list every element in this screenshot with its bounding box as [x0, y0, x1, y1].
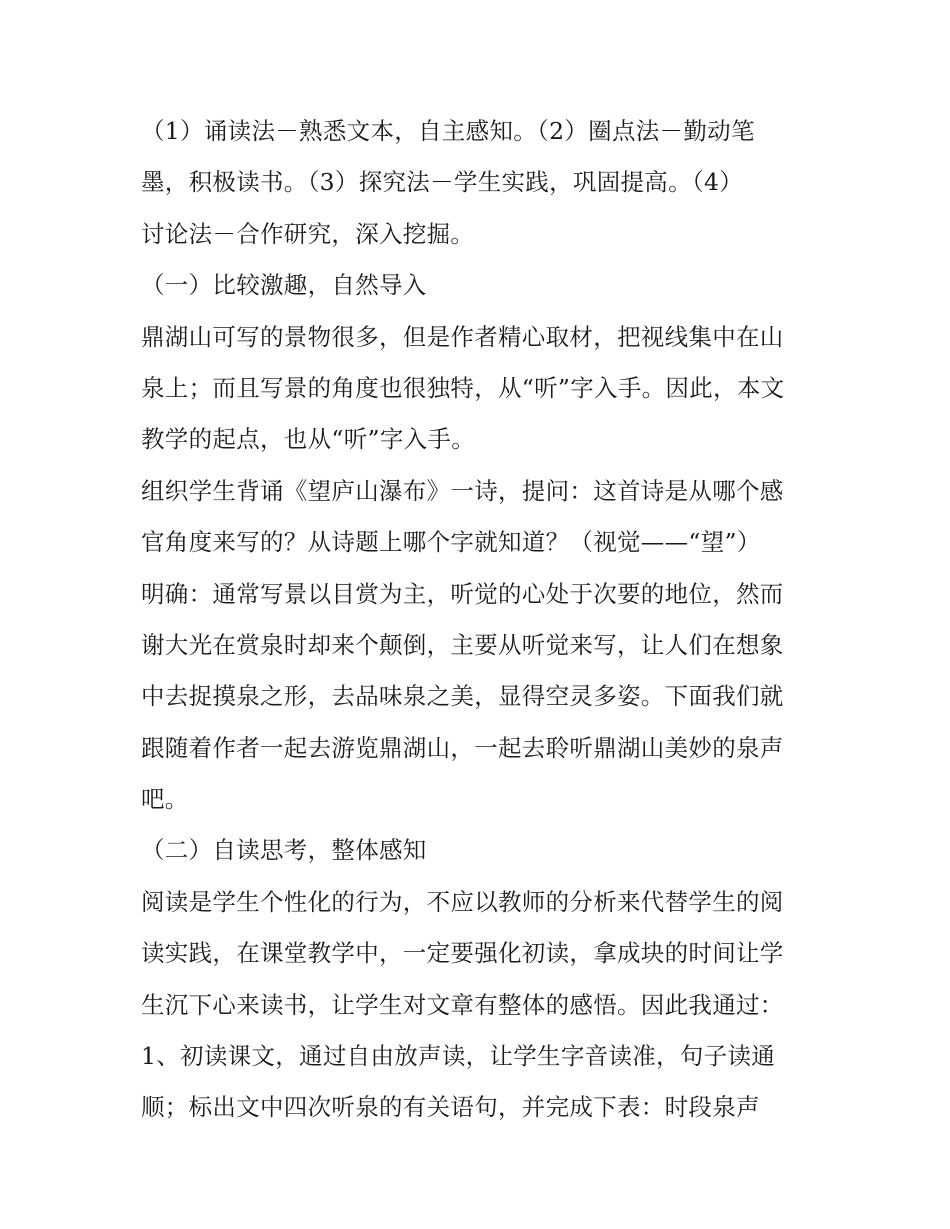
text-line-2: 墨，积极读书。（3）探究法－学生实践，巩固提高。（4）	[141, 168, 744, 197]
text-line-11: 谢大光在赏泉时却来个颠倒，主要从听觉来写，让人们在想象	[141, 630, 784, 659]
text-line-17: 读实践，在课堂教学中，一定要强化初读，拿成块的时间让学	[141, 939, 784, 968]
text-line-19: 1、初读课文，通过自由放声读，让学生字音读准，句子读通	[141, 1042, 776, 1071]
text-line-7: 教学的起点，也从“听”字入手。	[141, 425, 476, 454]
text-line-3: 讨论法－合作研究，深入挖掘。	[141, 219, 475, 248]
text-line-10: 明确：通常写景以目赏为主，听觉的心处于次要的地位，然而	[141, 579, 784, 608]
body-text	[141, 106, 821, 1134]
text-line-14: 吧。	[141, 785, 189, 814]
text-line-8: 组织学生背诵《望庐山瀑布》一诗，提问：这首诗是从哪个感	[141, 476, 784, 505]
text-line-20: 顺；标出文中四次听泉的有关语句，并完成下表：时段泉声	[141, 1093, 760, 1122]
text-line-18: 生沉下心来读书，让学生对文章有整体的感悟。因此我通过：	[141, 990, 784, 1019]
section-heading-1: （一）比较激趣，自然导入	[141, 271, 427, 300]
text-line-1: （1）诵读法－熟悉文本，自主感知。（2）圈点法－勤动笔	[141, 117, 755, 145]
text-line-13: 跟随着作者一起去游览鼎湖山，一起去聆听鼎湖山美妙的泉声	[141, 733, 784, 762]
section-heading-2: （二）自读思考，整体感知	[141, 836, 427, 865]
text-line-6: 泉上；而且写景的角度也很独特，从“听”字入手。因此，本文	[141, 373, 785, 402]
text-line-12: 中去捉摸泉之形，去品味泉之美，显得空灵多姿。下面我们就	[141, 682, 784, 711]
text-line-16: 阅读是学生个性化的行为，不应以教师的分析来代替学生的阅	[141, 887, 784, 916]
text-line-9: 官角度来写的？从诗题上哪个字就知道？（视觉——“望”）	[141, 528, 761, 557]
text-line-5: 鼎湖山可写的景物很多，但是作者精心取材，把视线集中在山	[141, 322, 784, 351]
